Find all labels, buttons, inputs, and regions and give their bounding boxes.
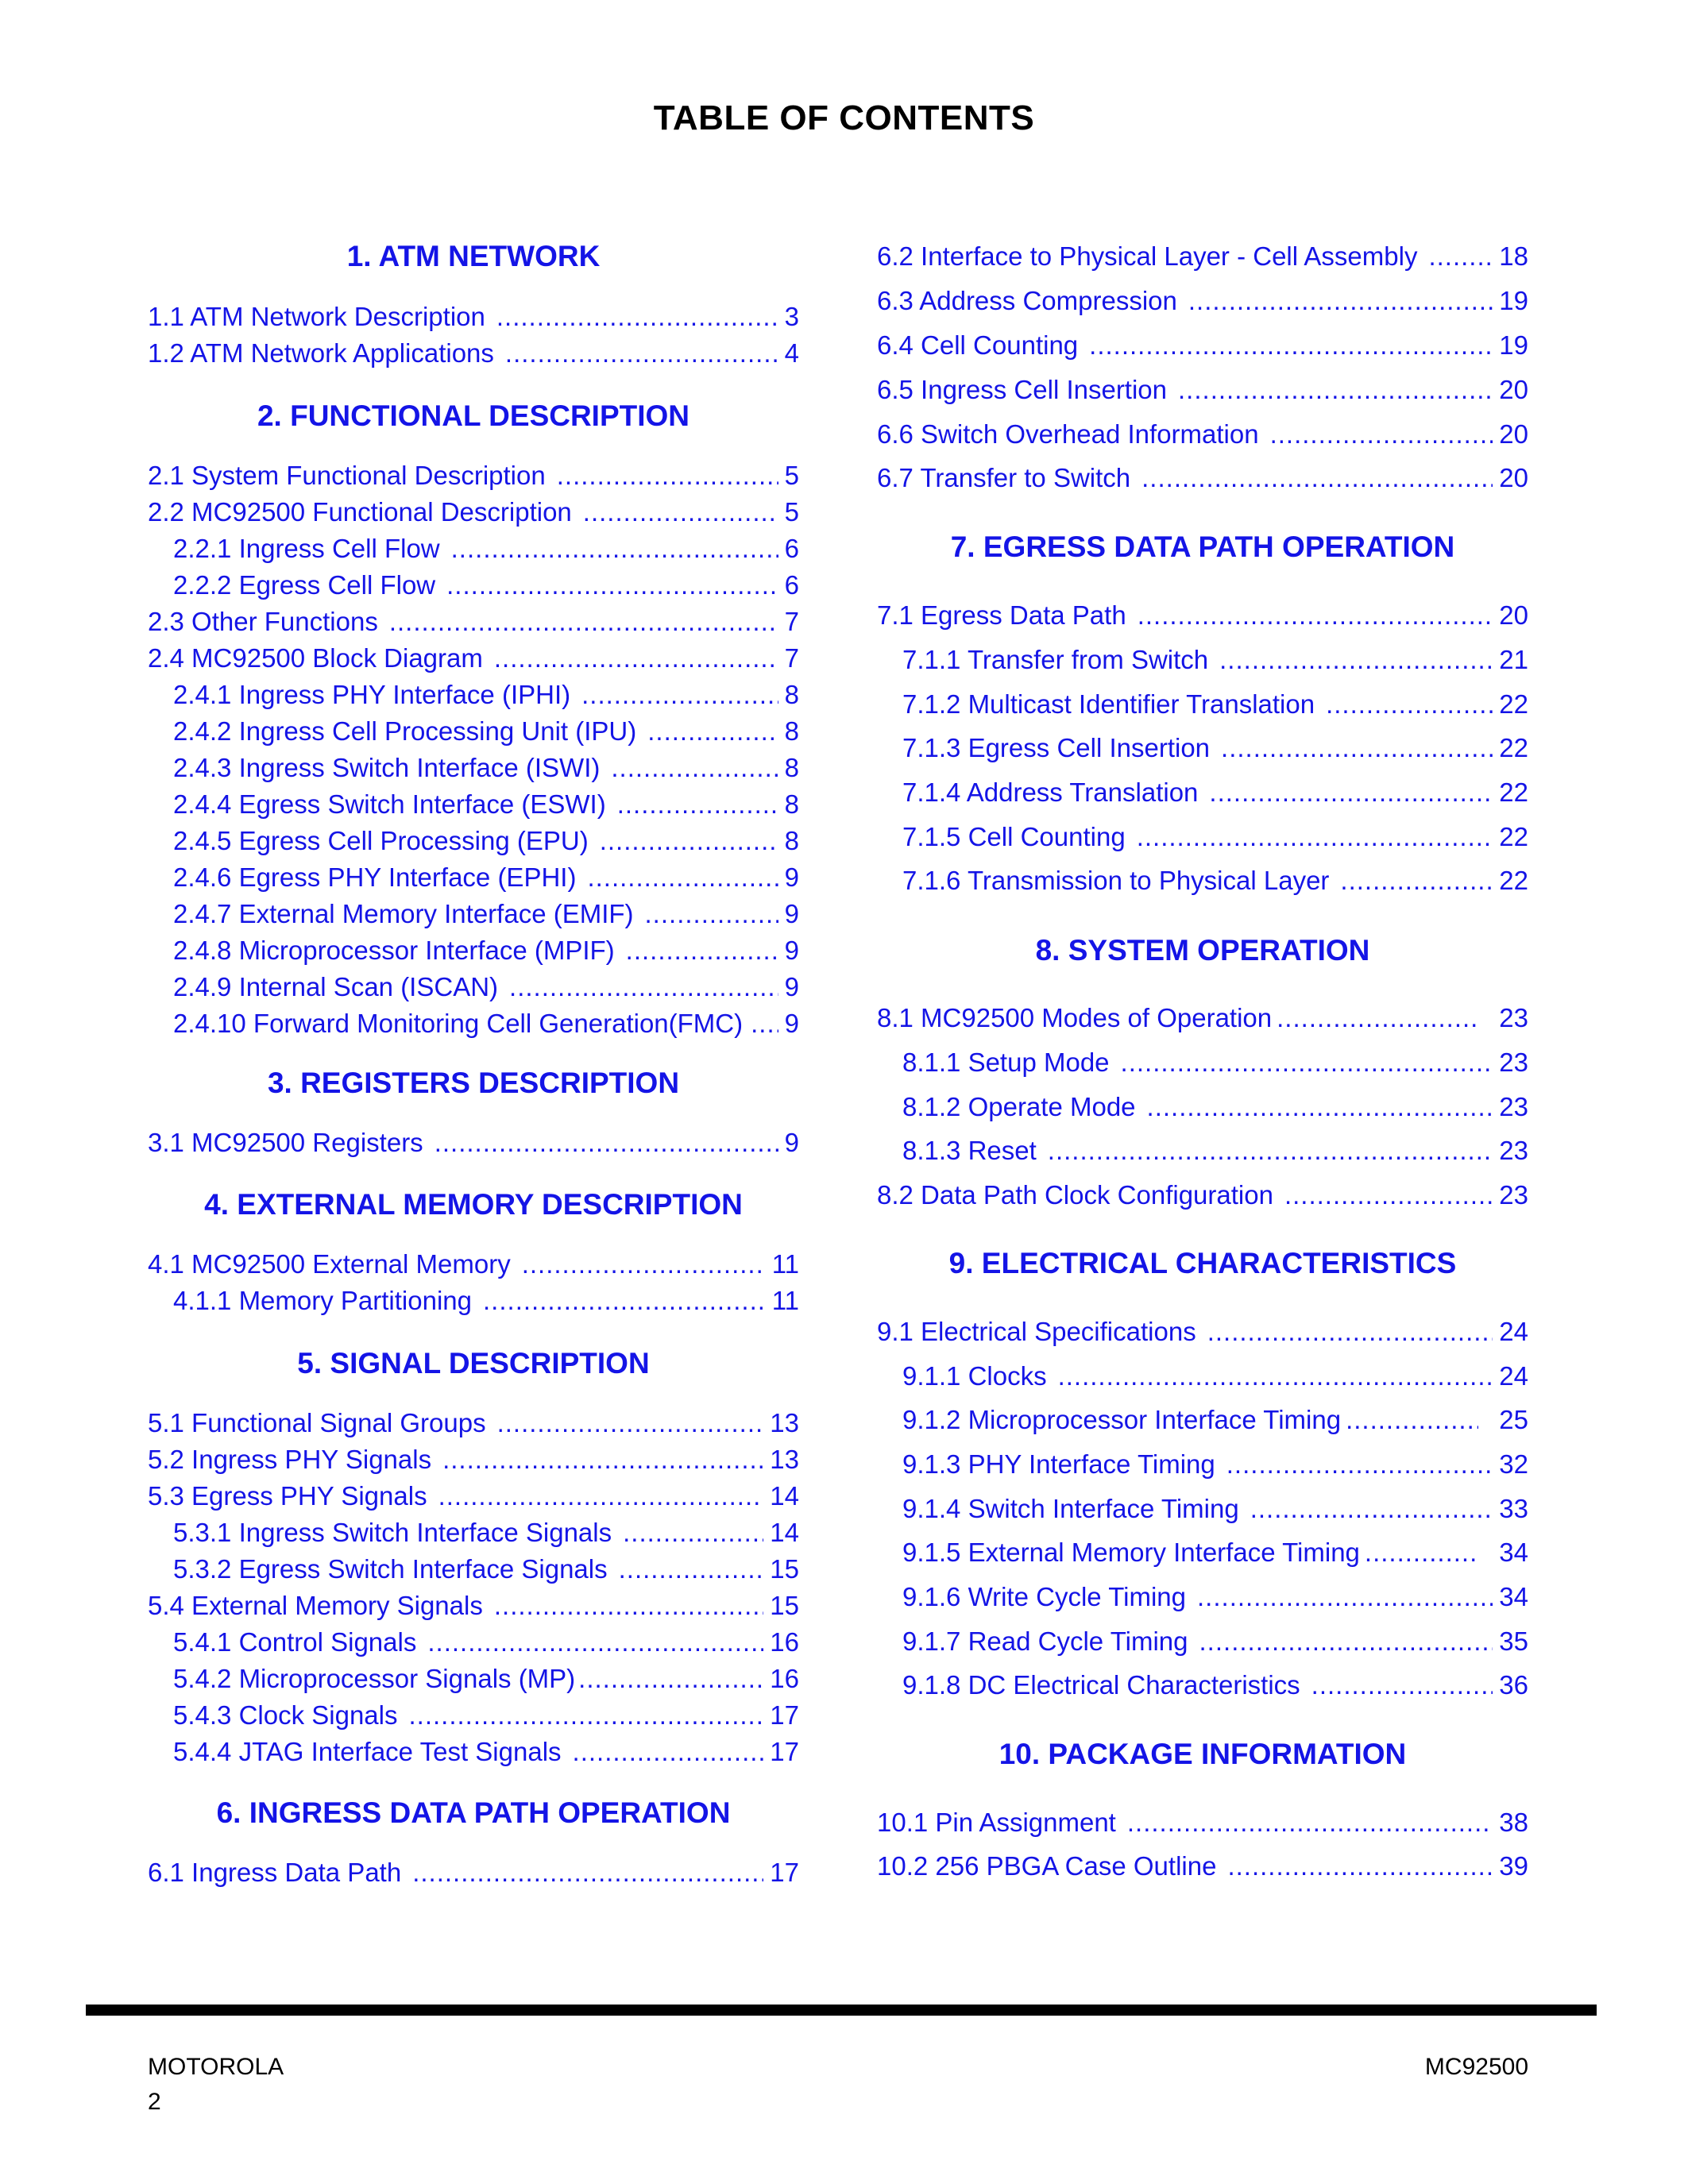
toc-entry-6-3[interactable]: 6.3 Address Compression ..... 19 [877, 286, 1528, 316]
toc-entry-5-4-4[interactable]: 5.4.4 JTAG Interface Test Signals ..... 17 [173, 1737, 799, 1767]
toc-entry-1-1[interactable]: 1.1 ATM Network Description ..... 3 [148, 302, 799, 332]
section-heading-system-operation[interactable]: 8. SYSTEM OPERATION [1035, 934, 1370, 967]
toc-entry-8-1-2[interactable]: 8.1.2 Operate Mode ..... 23 [902, 1092, 1528, 1122]
toc-entry-2-4-2[interactable]: 2.4.2 Ingress Cell Processing Unit (IPU) ..... 8 [173, 716, 799, 747]
toc-entry-2-4-8[interactable]: 2.4.8 Microprocessor Interface (MPIF) ..... 9 [173, 936, 799, 966]
toc-entry-6-1[interactable]: 6.1 Ingress Data Path ..... 17 [148, 1858, 799, 1888]
section-heading-egress-data-path-operation[interactable]: 7. EGRESS DATA PATH OPERATION [950, 531, 1455, 563]
toc-entry-2-1[interactable]: 2.1 System Functional Description ..... 5 [148, 461, 799, 491]
toc-entry-8-1-3[interactable]: 8.1.3 Reset ..... 23 [902, 1136, 1528, 1166]
section-heading-electrical-characteristics[interactable]: 9. ELECTRICAL CHARACTERISTICS [948, 1247, 1457, 1279]
toc-entry-7-1-6[interactable]: 7.1.6 Transmission to Physical Layer ..... 22 [902, 866, 1528, 896]
toc-entry-7-1[interactable]: 7.1 Egress Data Path ..... 20 [877, 600, 1528, 631]
toc-entry-4-1[interactable]: 4.1 MC92500 External Memory ..... 11 [148, 1249, 799, 1279]
toc-entry-3-1[interactable]: 3.1 MC92500 Registers ..... 9 [148, 1128, 799, 1158]
toc-entry-6-4[interactable]: 6.4 Cell Counting ..... 19 [877, 330, 1528, 361]
toc-entry-5-4-2[interactable]: 5.4.2 Microprocessor Signals (MP) ..... 16 [173, 1664, 799, 1694]
toc-entry-6-6[interactable]: 6.6 Switch Overhead Information ..... 20 [877, 419, 1528, 450]
toc-entry-10-1[interactable]: 10.1 Pin Assignment ..... 38 [877, 1808, 1528, 1838]
toc-entry-5-3-2[interactable]: 5.3.2 Egress Switch Interface Signals ..... 15 [173, 1554, 799, 1584]
section-heading-package-information[interactable]: 10. PACKAGE INFORMATION [999, 1738, 1407, 1770]
section-heading-signal-description[interactable]: 5. SIGNAL DESCRIPTION [297, 1347, 650, 1379]
toc-entry-2-2-2[interactable]: 2.2.2 Egress Cell Flow ..... 6 [173, 570, 799, 600]
toc-entry-10-2[interactable]: 10.2 256 PBGA Case Outline ..... 39 [877, 1851, 1528, 1881]
toc-entry-5-3-1[interactable]: 5.3.1 Ingress Switch Interface Signals ..... 14 [173, 1518, 799, 1548]
toc-entry-7-1-2[interactable]: 7.1.2 Multicast Identifier Translation ..... 22 [902, 689, 1528, 720]
toc-entry-2-4-7[interactable]: 2.4.7 External Memory Interface (EMIF) ..... 9 [173, 899, 799, 929]
section-heading-registers-description[interactable]: 3. REGISTERS DESCRIPTION [267, 1067, 680, 1099]
section-heading-functional-description[interactable]: 2. FUNCTIONAL DESCRIPTION [257, 399, 690, 432]
toc-entry-7-1-3[interactable]: 7.1.3 Egress Cell Insertion ..... 22 [902, 733, 1528, 763]
toc-entry-5-3[interactable]: 5.3 Egress PHY Signals ..... 14 [148, 1481, 799, 1511]
toc-entry-9-1-2[interactable]: 9.1.2 Microprocessor Interface Timing ..... 25 [902, 1405, 1528, 1435]
toc-entry-2-4-6[interactable]: 2.4.6 Egress PHY Interface (EPHI) ..... 9 [173, 862, 799, 893]
toc-entry-9-1-3[interactable]: 9.1.3 PHY Interface Timing ..... 32 [902, 1449, 1528, 1480]
toc-entry-1-2[interactable]: 1.2 ATM Network Applications ..... 4 [148, 338, 799, 369]
toc-entry-8-2[interactable]: 8.2 Data Path Clock Configuration ..... 23 [877, 1180, 1528, 1210]
toc-entry-5-4-3[interactable]: 5.4.3 Clock Signals ..... 17 [173, 1700, 799, 1731]
section-heading-ingress-data-path-operation[interactable]: 6. INGRESS DATA PATH OPERATION [216, 1796, 731, 1829]
toc-entry-5-4[interactable]: 5.4 External Memory Signals ..... 15 [148, 1591, 799, 1621]
toc-entry-2-3[interactable]: 2.3 Other Functions ..... 7 [148, 607, 799, 637]
toc-entry-5-4-1[interactable]: 5.4.1 Control Signals ..... 16 [173, 1627, 799, 1657]
toc-entry-2-4-1[interactable]: 2.4.1 Ingress PHY Interface (IPHI) ..... 8 [173, 680, 799, 710]
toc-entry-4-1-1[interactable]: 4.1.1 Memory Partitioning ..... 11 [173, 1286, 799, 1316]
footer-part-number: MC92500 [1424, 2054, 1528, 2080]
toc-entry-6-7[interactable]: 6.7 Transfer to Switch ..... 20 [877, 463, 1528, 493]
section-heading-external-memory-description[interactable]: 4. EXTERNAL MEMORY DESCRIPTION [204, 1188, 743, 1221]
toc-entry-9-1-7[interactable]: 9.1.7 Read Cycle Timing ..... 35 [902, 1626, 1528, 1657]
toc-entry-5-2[interactable]: 5.2 Ingress PHY Signals ..... 13 [148, 1445, 799, 1475]
toc-entry-9-1-6[interactable]: 9.1.6 Write Cycle Timing ..... 34 [902, 1582, 1528, 1612]
toc-entry-2-4-10[interactable]: 2.4.10 Forward Monitoring Cell Generation(FMC) ..... 9 [173, 1009, 799, 1039]
toc-entry-2-4-9[interactable]: 2.4.9 Internal Scan (ISCAN) ..... 9 [173, 972, 799, 1002]
toc-entry-2-4-4[interactable]: 2.4.4 Egress Switch Interface (ESWI) ..... 8 [173, 789, 799, 820]
toc-entry-7-1-5[interactable]: 7.1.5 Cell Counting ..... 22 [902, 822, 1528, 852]
toc-entry-8-1-1[interactable]: 8.1.1 Setup Mode ..... 23 [902, 1048, 1528, 1078]
toc-entry-9-1[interactable]: 9.1 Electrical Specifications ..... 24 [877, 1317, 1528, 1347]
footer-rule [86, 2005, 1597, 2016]
toc-entry-9-1-8[interactable]: 9.1.8 DC Electrical Characteristics ..... 36 [902, 1670, 1528, 1700]
toc-entry-9-1-4[interactable]: 9.1.4 Switch Interface Timing ..... 33 [902, 1494, 1528, 1524]
toc-entry-2-2-1[interactable]: 2.2.1 Ingress Cell Flow ..... 6 [173, 534, 799, 564]
toc-entry-7-1-1[interactable]: 7.1.1 Transfer from Switch ..... 21 [902, 645, 1528, 675]
toc-entry-5-1[interactable]: 5.1 Functional Signal Groups ..... 13 [148, 1408, 799, 1438]
toc-entry-2-4-5[interactable]: 2.4.5 Egress Cell Processing (EPU) ..... 8 [173, 826, 799, 856]
toc-entry-2-4-3[interactable]: 2.4.3 Ingress Switch Interface (ISWI) ..... 8 [173, 753, 799, 783]
toc-entry-7-1-4[interactable]: 7.1.4 Address Translation ..... 22 [902, 778, 1528, 808]
toc-entry-2-2[interactable]: 2.2 MC92500 Functional Description ..... 5 [148, 497, 799, 527]
toc-entry-6-5[interactable]: 6.5 Ingress Cell Insertion ..... 20 [877, 375, 1528, 405]
toc-entry-9-1-1[interactable]: 9.1.1 Clocks ..... 24 [902, 1361, 1528, 1391]
toc-entry-9-1-5[interactable]: 9.1.5 External Memory Interface Timing ..... 34 [902, 1538, 1528, 1568]
section-heading-atm-network[interactable]: 1. ATM NETWORK [346, 240, 601, 272]
toc-entry-8-1[interactable]: 8.1 MC92500 Modes of Operation ..... 23 [877, 1003, 1528, 1033]
page-title: TABLE OF CONTENTS [653, 98, 1035, 137]
footer-page-number: 2 [148, 2089, 161, 2115]
toc-entry-2-4[interactable]: 2.4 MC92500 Block Diagram ..... 7 [148, 643, 799, 673]
toc-entry-6-2[interactable]: 6.2 Interface to Physical Layer - Cell Assembly ..... 18 [877, 241, 1528, 272]
footer-company: MOTOROLA [148, 2054, 284, 2080]
